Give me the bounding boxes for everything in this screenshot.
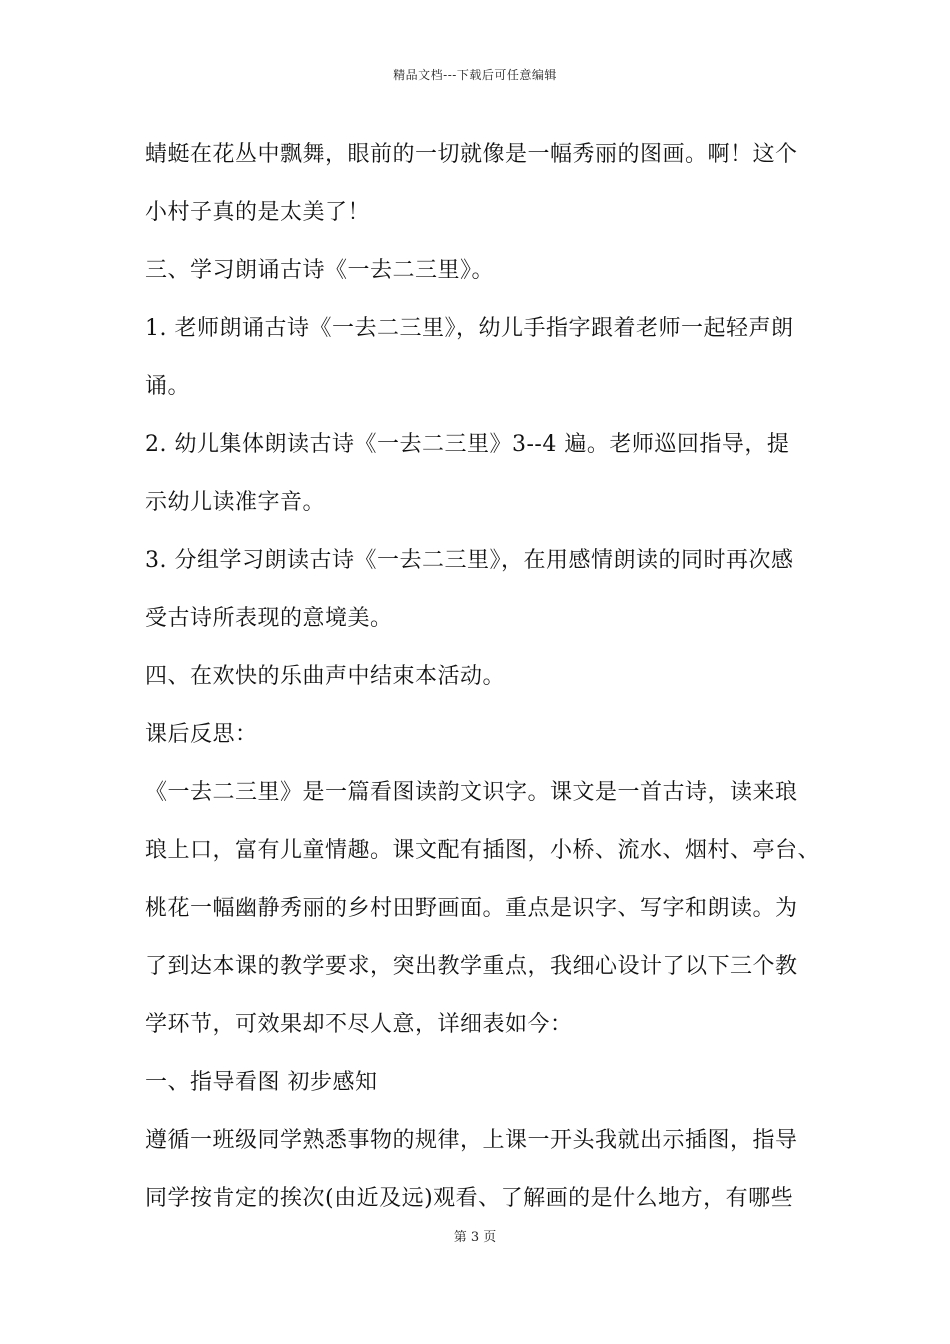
body-line: 小村子真的是太美了！	[145, 200, 371, 225]
body-line: 同学按肯定的挨次(由近及远)观看、了解画的是什么地方，有哪些	[145, 1186, 794, 1211]
body-line: 受古诗所表现的意境美。	[145, 606, 393, 631]
body-line: 遵循一班级同学熟悉事物的规律，上课一开头我就出示插图，指导	[145, 1128, 798, 1153]
body-line: 示幼儿读准字音。	[145, 490, 326, 515]
page-header: 精品文档---下载后可任意编辑	[393, 68, 557, 82]
body-line: 诵。	[145, 374, 191, 399]
document-body	[145, 126, 835, 1228]
section-heading: 三、学习朗诵古诗《一去二三里》。	[145, 258, 495, 283]
body-line: 1. 老师朗诵古诗《一去二三里》，幼儿手指字跟着老师一起轻声朗	[145, 316, 794, 341]
body-line: 琅上口，富有儿童情趣。课文配有插图，小桥、流水、烟村、亭台、	[145, 838, 821, 863]
section-heading: 课后反思：	[145, 722, 258, 747]
page-number: 第 3 页	[453, 1230, 497, 1245]
body-line: 了到达本课的教学要求，突出教学重点，我细心设计了以下三个教	[145, 954, 798, 979]
body-line: 桃花一幅幽静秀丽的乡村田野画面。重点是识字、写字和朗读。为	[145, 896, 798, 921]
body-line: 3. 分组学习朗读古诗《一去二三里》，在用感情朗读的同时再次感	[145, 548, 794, 573]
section-heading: 一、指导看图 初步感知	[145, 1070, 378, 1095]
section-heading: 四、在欢快的乐曲声中结束本活动。	[145, 664, 506, 689]
body-line: 《一去二三里》是一篇看图读韵文识字。课文是一首古诗，读来琅	[145, 780, 798, 805]
body-line: 蜻蜓在花丛中飘舞，眼前的一切就像是一幅秀丽的图画。啊！这个	[145, 142, 798, 167]
body-line: 学环节，可效果却不尽人意，详细表如今：	[145, 1012, 573, 1037]
body-line: 2. 幼儿集体朗读古诗《一去二三里》3--4 遍。老师巡回指导，提	[145, 432, 790, 457]
